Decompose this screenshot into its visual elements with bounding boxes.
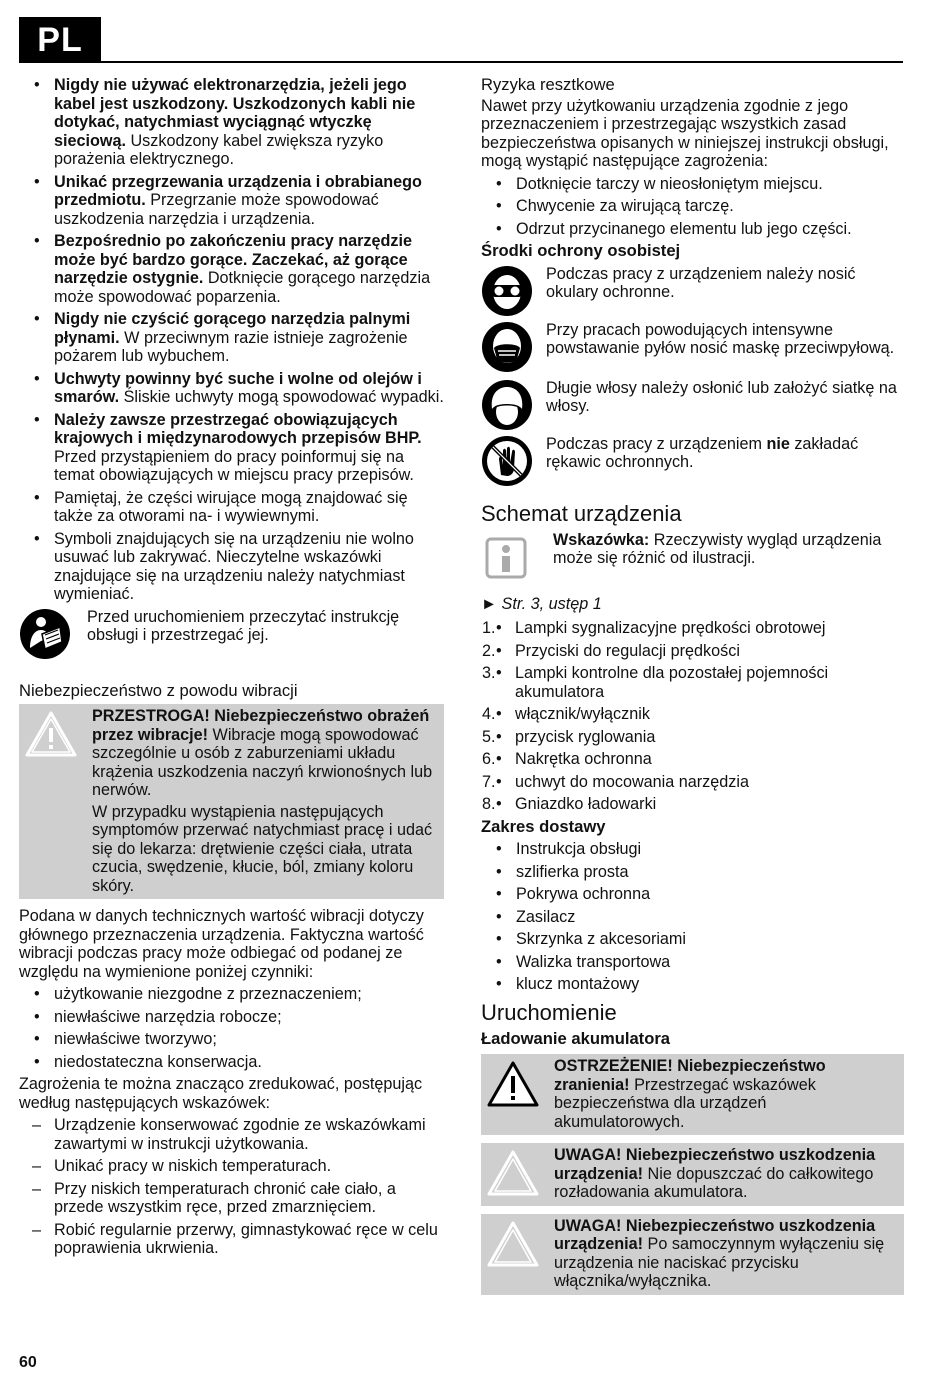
hair-net-icon: [481, 379, 533, 431]
list-item: • niedostateczna konserwacja.: [19, 1053, 444, 1072]
list-item: • Należy zawsze przestrzegać obowiązujących krajowych i międzynarodowych przepisów BHP. Przed przystąpieniem do pracy poinformuj się na temat obowiązujących w miejscu pracy przepisów.: [19, 411, 444, 485]
safety-goggles-icon: [481, 265, 533, 317]
list-item: • Chwycenie za wirującą tarczę.: [481, 197, 904, 216]
list-item: • klucz montażowy: [481, 975, 904, 994]
caution-triangle-icon: [487, 1220, 539, 1268]
caution-triangle-icon: [25, 710, 77, 758]
list-item: • 2. Przyciski do regulacji prędkości: [481, 642, 904, 661]
list-item: • Pamiętaj, że części wirujące mogą znajdować się także za otworami na- i wywiewnymi.: [19, 489, 444, 526]
list-item: • Walizka transportowa: [481, 953, 904, 972]
ppe-item-hairnet: [481, 379, 904, 433]
delivery-list: [481, 840, 904, 994]
warning-text: OSTRZEŻENIE! Niebezpieczeństwo zranienia! Przestrzegać wskazówek bezpieczeństwa dla urządzeń akumulatorowych.: [554, 1057, 826, 1131]
list-item: • 7. uchwyt do mocowania narzędzia: [481, 773, 904, 792]
ppe-text: Przy pracach powodujących intensywne powstawanie pyłów nosić maskę przeciwpyłową.: [546, 320, 895, 357]
vibration-heading: Niebezpieczeństwo z powodu wibracji: [19, 680, 298, 700]
list-item: • 6. Nakrętka ochronna: [481, 750, 904, 769]
list-item: • Uchwyty powinny być suche i wolne od olejów i smarów. Śliskie uchwyty mogą spowodować wypadki.: [19, 370, 444, 407]
dust-mask-icon: [481, 321, 533, 373]
warning-text: UWAGA! Niebezpieczeństwo uszkodzenia urządzenia! Po samoczynnym wyłączeniu się urządzenia nie naciskać przycisku włącznika/wyłącznika.: [554, 1216, 885, 1290]
list-item: • Unikać przegrzewania urządzenia i obrabianego przedmiotu. Przegrzanie może spowodować uszkodzenia narzędzia i urządzenia.: [19, 173, 444, 229]
list-item: • Symboli znajdujących się na urządzeniu nie wolno usuwać lub zakrywać. Nieczytelne wskazówki znajdujące się na urządzeniu należy natychmiast wymieniać.: [19, 530, 444, 604]
caution-triangle-icon: [487, 1149, 539, 1197]
reduce-intro: Zagrożenia te można znacząco zredukować, postępując według następujących wskazówek:: [19, 1075, 423, 1112]
warning-text-2: W przypadku wystąpienia następujących symptomów przerwać natychmiast pracę i udać się do lekarza: drętwienie części ciała, utrata czucia, swędzenie, kłucie, ból, zmiany koloru skóry.: [92, 802, 433, 895]
schematic-note: [481, 531, 904, 583]
list-item: • Skrzynka z akcesoriami: [481, 930, 904, 949]
list-item: • Odrzut przycinanego elementu lub jego części.: [481, 220, 904, 239]
residual-intro: Nawet przy użytkowaniu urządzenia zgodnie z jego przeznaczeniem i przestrzegając wszystkich zasad bezpieczeństwa opisanych w niniejszej instrukcji obsługi, mogą wystąpić następujące zagrożenia:: [481, 96, 889, 170]
charging-heading: Ładowanie akumulatora: [481, 1028, 671, 1048]
list-item: – Urządzenie konserwować zgodnie ze wskazówkami zawartymi w instrukcji użytkowania.: [19, 1116, 444, 1153]
note-text: Wskazówka: Rzeczywisty wygląd urządzenia może się różnić od ilustracji.: [553, 530, 882, 567]
warning-triangle-icon: [487, 1060, 539, 1108]
ppe-text: Podczas pracy z urządzeniem nie zakładać rękawic ochronnych.: [546, 434, 859, 471]
list-item: • 8. Gniazdko ładowarki: [481, 795, 904, 814]
ppe-item-mask: [481, 321, 904, 377]
list-item: • 4. włącznik/wyłącznik: [481, 705, 904, 724]
warning-text: UWAGA! Niebezpieczeństwo uszkodzenia urządzenia! Nie dopuszczać do całkowitego rozładowania akumulatora.: [554, 1146, 876, 1201]
list-item: • 5. przycisk ryglowania: [481, 728, 904, 747]
manual-note-text: Przed uruchomieniem przeczytać instrukcję obsługi i przestrzegać jej.: [87, 607, 400, 644]
warning-text: PRZESTROGA! Niebezpieczeństwo obrażeń przez wibracje! Wibracje mogą spowodować szczególnie u osób z zaburzeniami układu krążenia uszkodzenia naczyń krwionośnych lub nerwów.: [92, 707, 433, 799]
warning-box-device-2: [481, 1214, 904, 1295]
page-number: 60: [19, 1354, 37, 1371]
residual-list: [481, 175, 904, 239]
list-item: • szlifierka prosta: [481, 863, 904, 882]
list-item: • 1. Lampki sygnalizacyjne prędkości obrotowej: [481, 619, 904, 638]
list-item: • Zasilacz: [481, 908, 904, 927]
startup-heading: Uruchomienie: [481, 999, 617, 1025]
list-item: • 3. Lampki kontrolne dla pozostałej pojemności akumulatora: [481, 664, 904, 701]
ppe-item-gloves: [481, 435, 904, 489]
info-icon: [481, 533, 531, 583]
no-gloves-icon: [481, 435, 533, 487]
vibration-intro: Podana w danych technicznych wartość wibracji dotyczy głównego przeznaczenia urządzenia. Faktyczna wartość wibracji podczas pracy może odbiegać od podanej ze względu na wymienione poniżej czynniki:: [19, 907, 424, 981]
list-item: • użytkowanie niezgodne z przeznaczeniem;: [19, 985, 444, 1004]
ppe-text: Długie włosy należy osłonić lub założyć siatkę na włosy.: [546, 378, 897, 415]
vibration-warning: [19, 704, 444, 899]
warning-box-device-1: [481, 1143, 904, 1206]
safety-list: [19, 76, 444, 604]
list-item: • Pokrywa ochronna: [481, 885, 904, 904]
list-item: • niewłaściwe narzędzia robocze;: [19, 1008, 444, 1027]
figure-reference: ► Str. 3, ustęp 1: [481, 594, 602, 613]
left-column: [19, 76, 444, 1262]
language-badge: PL: [19, 17, 101, 63]
list-item: • Instrukcja obsługi: [481, 840, 904, 859]
list-item: • Nigdy nie używać elektronarzędzia, jeżeli jego kabel jest uszkodzony. Uszkodzonych kabli nie dotykać, natychmiast wyciągnąć wtyczkę sieciową. Uszkodzony kabel zwiększa ryzyko porażenia elektrycznego.: [19, 76, 444, 169]
list-item: – Unikać pracy w niskich temperaturach.: [19, 1157, 444, 1176]
list-item: • Nigdy nie czyścić gorącego narzędzia palnymi płynami. W przeciwnym razie istnieje zagrożenie pożarem lub wybuchem.: [19, 310, 444, 366]
read-manual-icon: [19, 608, 71, 660]
manual-note: [19, 608, 444, 660]
ppe-heading: Środki ochrony osobistej: [481, 241, 681, 260]
schematic-heading: Schemat urządzenia: [481, 500, 682, 526]
ppe-item-goggles: [481, 265, 904, 319]
vibration-factors: [19, 985, 444, 1071]
list-item: • Dotknięcie tarczy w nieosłoniętym miejscu.: [481, 175, 904, 194]
parts-list: [481, 619, 904, 814]
vibration-tips: [19, 1116, 444, 1258]
header-rule: [101, 61, 903, 63]
list-item: • niewłaściwe tworzywo;: [19, 1030, 444, 1049]
residual-heading: Ryzyka resztkowe: [481, 75, 615, 94]
list-item: – Przy niskich temperaturach chronić całe ciało, a przede wszystkim ręce, przed zmarznięciem.: [19, 1180, 444, 1217]
warning-box-injury: [481, 1054, 904, 1135]
right-column: [481, 76, 904, 1303]
ppe-text: Podczas pracy z urządzeniem należy nosić okulary ochronne.: [546, 264, 856, 301]
delivery-heading: Zakres dostawy: [481, 816, 606, 836]
list-item: – Robić regularnie przerwy, gimnastykować ręce w celu poprawienia ukrwienia.: [19, 1221, 444, 1258]
list-item: • Bezpośrednio po zakończeniu pracy narzędzie może być bardzo gorące. Zaczekać, aż gorące narzędzie ostygnie. Dotknięcie gorącego narzędzia może spowodować poparzenia.: [19, 232, 444, 306]
